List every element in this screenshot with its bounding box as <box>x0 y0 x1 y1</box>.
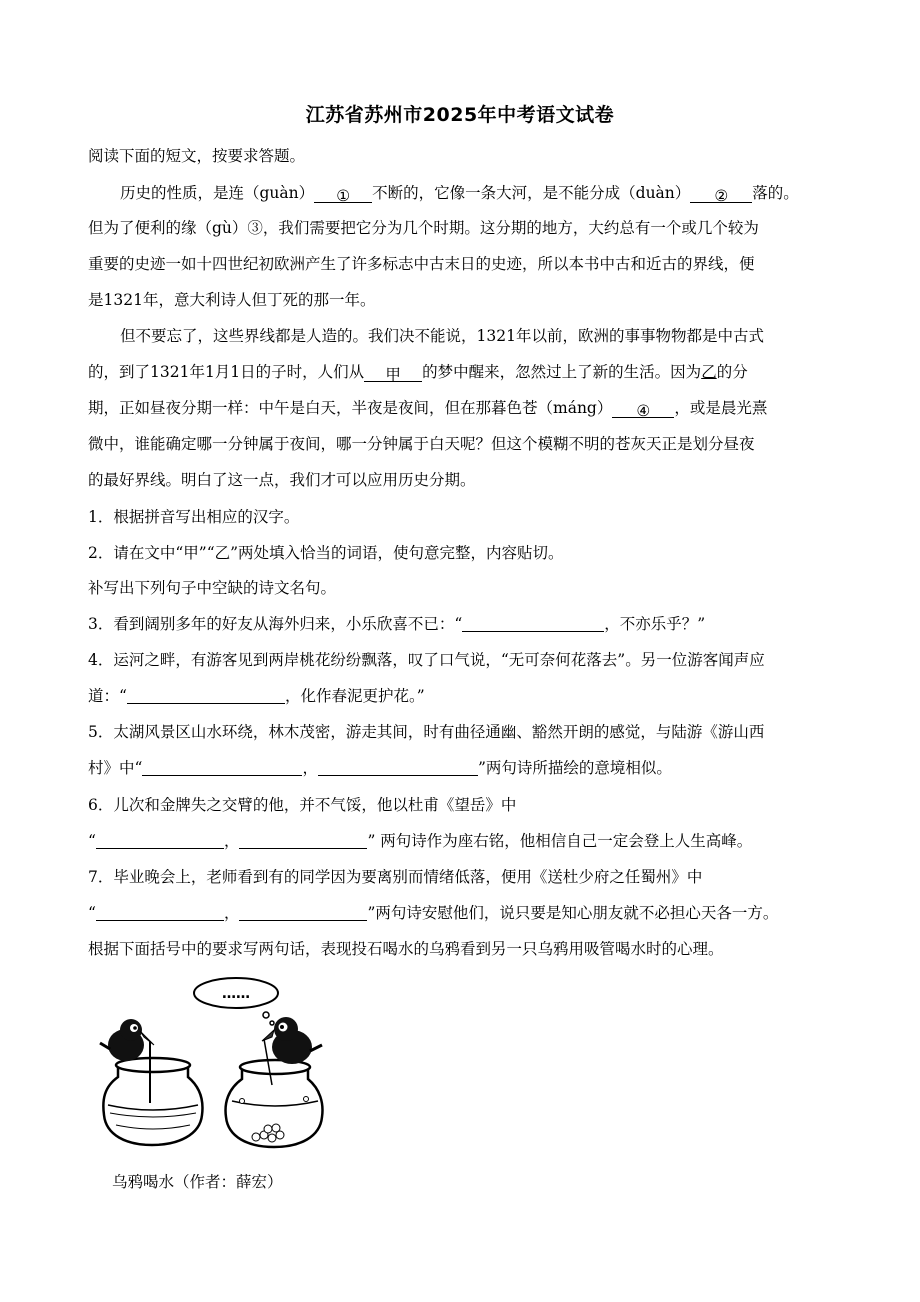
q3-answer-blank[interactable] <box>462 615 604 632</box>
q6-text-b: ， <box>223 832 240 850</box>
q6-text-a: “ <box>88 832 96 850</box>
q7-answer-blank-2[interactable] <box>239 904 367 921</box>
question-5-line2 <box>88 758 672 778</box>
passage-p2-line5: 的最好界线。明白了这一点，我们才可以应用历史分期。 <box>88 471 476 489</box>
blank-1: ① <box>314 186 372 203</box>
p2-text-a: 的，到了1321年1月1日的子时，人们从 <box>88 363 365 381</box>
crow-drinking-cartoon <box>96 975 336 1160</box>
p2-text-e: ，或是晨光熹 <box>674 399 768 417</box>
figure-caption: 乌鸦喝水（作者：薛宏） <box>112 1173 283 1191</box>
p1-text-b: 不断的，它像一条大河，是不能分成（duàn） <box>372 184 691 202</box>
question-6-line1: 6．儿次和金牌失之交臂的他，并不气馁，他以杜甫《望岳》中 <box>88 796 517 814</box>
q7-text-b: ， <box>223 904 240 922</box>
p2-text-b: 的梦中醒来，忽然过上了新的生活。因为 <box>422 363 702 381</box>
passage-p2-line2 <box>88 362 748 382</box>
q6-answer-blank-1[interactable] <box>96 832 224 849</box>
passage-p1-line4: 是1321年，意大利诗人但丁死的那一年。 <box>88 291 376 309</box>
question-5-line1: 5．太湖风景区山水环绕，林木茂密，游走其间，时有曲径通幽、豁然开朗的感觉，与陆游《游山西 <box>88 723 765 741</box>
reading-instruction: 阅读下面的短文，按要求答题。 <box>88 147 306 165</box>
passage-p2-line4: 微中，谁能确定哪一分钟属于夜间，哪一分钟属于白天呢？但这个模糊不明的苍灰天正是划分昼夜 <box>88 435 755 453</box>
q4-text-a: 道：“ <box>88 687 127 705</box>
q7-answer-blank-1[interactable] <box>96 904 224 921</box>
p1-text-a: 历史的性质，是连（guàn） <box>120 184 315 202</box>
thought-dot <box>270 1021 274 1025</box>
q6-text-c: ” 两句诗作为座右铭，他相信自己一定会登上人生高峰。 <box>367 832 753 850</box>
q7-text-c: ”两句诗安慰他们，说只要是知心朋友就不必担心天各一方。 <box>367 904 779 922</box>
question-1: 1．根据拼音写出相应的汉字。 <box>88 508 300 526</box>
q7-text-a: “ <box>88 904 96 922</box>
p2-text-c: 的分 <box>716 363 748 381</box>
passage-p1-line3: 重要的史迹一如十四世纪初欧洲产生了许多标志中古末日的史迹，所以本书中古和近古的界线，便 <box>88 255 755 273</box>
right-vase <box>226 1060 323 1147</box>
passage-p1-line1 <box>120 183 799 203</box>
passage-p2-line3 <box>88 398 767 418</box>
question-4-line1: 4．运河之畔，有游客见到两岸桃花纷纷飘落，叹了口气说，“无可奈何花落去”。另一位游客闻声应 <box>88 651 765 669</box>
blank-4: ④ <box>612 401 674 418</box>
q4-text-b: ，化作春泥更护花。” <box>284 687 425 705</box>
question-8: 根据下面括号中的要求写两句话，表现投石喝水的乌鸦看到另一只乌鸦用吸管喝水时的心理。 <box>88 940 724 958</box>
blank-jia: 甲 <box>364 365 422 382</box>
question-4-line2 <box>88 686 425 706</box>
fill-instruction: 补写出下列句子中空缺的诗文名句。 <box>88 579 337 597</box>
p1-text-c: 落的。 <box>752 184 799 202</box>
left-vase <box>103 1058 202 1145</box>
p2-text-d: 期，正如昼夜分期一样：中午是白天，半夜是夜间，但在那暮色苍（máng） <box>88 399 613 417</box>
question-7-line2 <box>88 903 778 923</box>
passage-p1-line2: 但为了便利的缘（gù）③，我们需要把它分为几个时期。这分期的地方，大约总有一个或几个较为 <box>88 219 759 237</box>
q5-answer-blank-2[interactable] <box>318 759 478 776</box>
question-3 <box>88 614 705 634</box>
thought-dot <box>263 1012 269 1018</box>
q5-text-b: ， <box>302 759 318 777</box>
question-6-line2 <box>88 831 752 851</box>
blank-yi: 乙 <box>701 363 717 381</box>
thought-bubble-text: …… <box>222 986 250 1002</box>
passage-p2-line1: 但不要忘了，这些界线都是人造的。我们决不能说，1321年以前，欧洲的事事物物都是中古式 <box>120 327 764 345</box>
blank-2: ② <box>690 186 752 203</box>
q3-text-a: 3．看到阔别多年的好友从海外归来，小乐欣喜不已：“ <box>88 615 463 633</box>
q5-answer-blank-1[interactable] <box>142 759 302 776</box>
q4-answer-blank[interactable] <box>127 687 285 704</box>
q5-text-c: ”两句诗所描绘的意境相似。 <box>477 759 672 777</box>
question-7-line1: 7．毕业晚会上，老师看到有的同学因为要离别而情绪低落，便用《送杜少府之任蜀州》中 <box>88 868 703 886</box>
q6-answer-blank-2[interactable] <box>239 832 367 849</box>
page-title: 江苏省苏州市2025年中考语文试卷 <box>305 104 615 126</box>
question-2: 2．请在文中“甲”“乙”两处填入恰当的词语，使句意完整，内容贴切。 <box>88 544 564 562</box>
q3-text-b: ，不亦乐乎？” <box>604 615 706 633</box>
q5-text-a: 村》中“ <box>88 759 143 777</box>
